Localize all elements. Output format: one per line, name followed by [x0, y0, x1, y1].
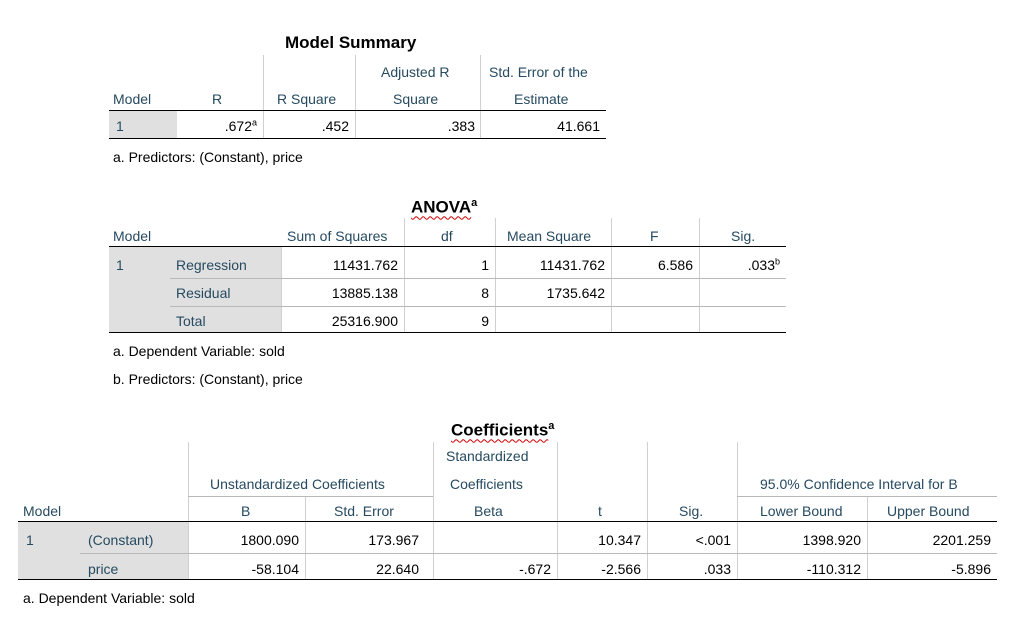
ms-adj-r-value: .383	[447, 118, 475, 134]
coef-footnote-a: a. Dependent Variable: sold	[23, 590, 195, 606]
coef-t: -2.566	[601, 561, 641, 577]
anova-mean-sq: 11431.762	[539, 257, 605, 273]
ms-r-square-value: .452	[321, 118, 349, 134]
ms-header-r: R	[212, 91, 223, 107]
ms-r-value: .672$^a$	[224, 117, 257, 134]
coef-upper: -5.896	[951, 561, 991, 577]
coefficients-title: Coefficients$^a$	[451, 420, 555, 440]
coef-std-error: 173.967	[368, 532, 419, 548]
coef-header-t: t	[598, 503, 602, 519]
coef-header-std-2: Coefficients	[450, 476, 523, 492]
ms-std-err-value: 41.661	[557, 118, 600, 134]
ms-row-model: 1	[116, 118, 124, 134]
ms-header-std-err-2: Estimate	[514, 91, 569, 107]
anova-header-model: Model	[113, 228, 152, 244]
anova-title: ANOVA$^a$	[411, 197, 478, 217]
anova-header-df: df	[441, 228, 453, 244]
ms-header-adj-r-1: Adjusted R	[381, 64, 450, 80]
ms-header-adj-r-2: Square	[393, 91, 439, 107]
anova-row-label: Total	[176, 313, 206, 329]
anova-sum-sq: 11431.762	[332, 257, 398, 273]
coef-header-sig: Sig.	[679, 503, 704, 519]
anova-sig: .033$^b$	[747, 256, 780, 273]
anova-header-sig: Sig.	[731, 228, 756, 244]
anova-row-label: Regression	[176, 257, 247, 273]
coef-header-ci: 95.0% Confidence Interval for B	[760, 476, 958, 492]
coef-t: 10.347	[598, 532, 641, 548]
anova-footnote-b: b. Predictors: (Constant), price	[113, 371, 303, 387]
anova-f: 6.586	[657, 257, 693, 273]
anova-sum-sq: 25316.900	[331, 313, 398, 329]
coef-header-std-error: Std. Error	[334, 503, 394, 519]
coef-header-b: B	[241, 503, 251, 519]
anova-footnote-a: a. Dependent Variable: sold	[113, 343, 285, 359]
coef-beta: -.672	[519, 561, 551, 577]
anova-model: 1	[116, 257, 124, 273]
anova-sum-sq: 13885.138	[331, 285, 398, 301]
coef-lower: -110.312	[806, 561, 861, 577]
ms-header-r-square: R Square	[277, 91, 337, 107]
anova-df: 1	[481, 257, 489, 273]
coef-header-upper: Upper Bound	[887, 503, 970, 519]
coef-b: 1800.090	[240, 532, 299, 548]
ms-header-std-err-1: Std. Error of the	[489, 64, 588, 80]
anova-df: 9	[481, 313, 489, 329]
coef-header-lower: Lower Bound	[760, 503, 843, 519]
coef-b: -58.104	[251, 561, 299, 577]
coef-std-error: 22.640	[376, 561, 419, 577]
coef-sig: .033	[703, 561, 731, 577]
coef-header-beta: Beta	[474, 503, 503, 519]
coef-header-std-1: Standardized	[446, 448, 529, 464]
ms-footnote-a: a. Predictors: (Constant), price	[113, 149, 303, 165]
anova-header-sum-sq: Sum of Squares	[287, 228, 388, 244]
coef-lower: 1398.920	[802, 532, 861, 548]
anova-mean-sq: 1735.642	[546, 285, 605, 301]
anova-df: 8	[481, 285, 489, 301]
model-summary-title: Model Summary	[285, 33, 417, 52]
coef-header-unstd: Unstandardized Coefficients	[210, 476, 385, 492]
ms-header-model: Model	[113, 91, 152, 107]
anova-header-mean-sq: Mean Square	[507, 228, 592, 244]
coef-row-label: (Constant)	[88, 532, 154, 548]
coef-model: 1	[26, 532, 34, 548]
coef-row-label: price	[88, 561, 119, 577]
coef-sig: <.001	[695, 532, 731, 548]
coef-upper: 2201.259	[932, 532, 991, 548]
anova-row-label: Residual	[176, 285, 231, 301]
coef-header-model: Model	[23, 503, 62, 519]
anova-header-f: F	[650, 228, 659, 244]
